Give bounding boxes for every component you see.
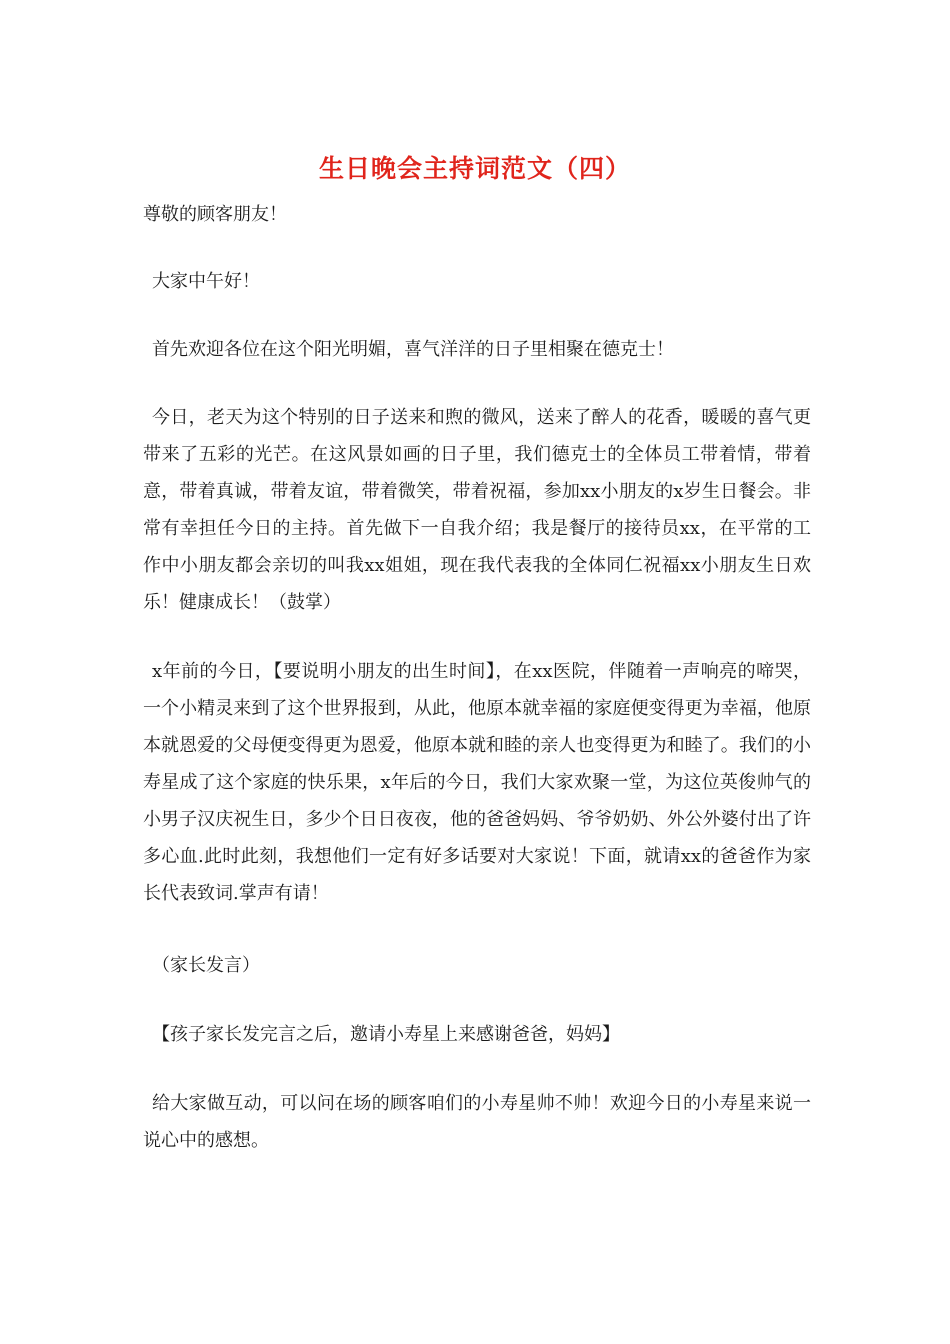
paragraph: x年前的今日，【要说明小朋友的出生时间】，在xx医院，伴随着一声响亮的啼哭，一个小精灵来到了这个世界报到，从此，他原本就幸福的家庭便变得更为幸福，他原本就恩爱的父母便变得更为恩爱，他原本就和睦的亲人也变得更为和睦了。我们的小寿星成了这个家庭的快乐果，x年后的今日，我们大家欢聚一堂，为这位英俊帅气的小男子汉庆祝生日，多少个日日夜夜，他的爸爸妈妈、爷爷奶奶、外公外婆付出了许多心血.此时此刻，我想他们一定有好多话要对大家说！下面，就请xx的爸爸作为家长代表致词.掌声有请！: [143, 661, 811, 904]
paragraph-block: [143, 331, 811, 368]
paragraph: （家长发言）: [152, 955, 260, 976]
paragraph-block: [143, 399, 811, 621]
document-title: 生日晚会主持词范文（四）: [318, 154, 631, 183]
paragraph-block: [143, 1085, 811, 1159]
paragraph: 给大家做互动，可以问在场的顾客咱们的小寿星帅不帅！欢迎今日的小寿星来说一说心中的感想。: [143, 1093, 811, 1151]
paragraph: 【孩子家长发完言之后，邀请小寿星上来感谢爸爸，妈妈】: [152, 1024, 620, 1045]
paragraph-block: [143, 947, 811, 984]
document-body: [143, 196, 811, 233]
paragraph: 首先欢迎各位在这个阳光明媚，喜气洋洋的日子里相聚在德克士！: [152, 339, 674, 360]
paragraph: 今日，老天为这个特别的日子送来和煦的微风，送来了醉人的花香，暖暖的喜气更带来了五彩的光芒。在这风景如画的日子里，我们德克士的全体员工带着情，带着意，带着真诚，带着友谊，带着微笑，带着祝福，参加xx小朋友的x岁生日餐会。非常有幸担任今日的主持。首先做下一自我介绍；我是餐厅的接待员xx，在平常的工作中小朋友都会亲切的叫我xx姐姐，现在我代表我的全体同仁祝福xx小朋友生日欢乐！健康成长！（鼓掌）: [143, 407, 811, 613]
paragraph-block: [143, 263, 811, 300]
paragraph: 大家中午好！: [152, 271, 260, 292]
greeting-paragraph: 尊敬的顾客朋友！: [143, 204, 287, 225]
paragraph-block: [143, 653, 811, 912]
paragraph-block: [143, 1016, 811, 1053]
